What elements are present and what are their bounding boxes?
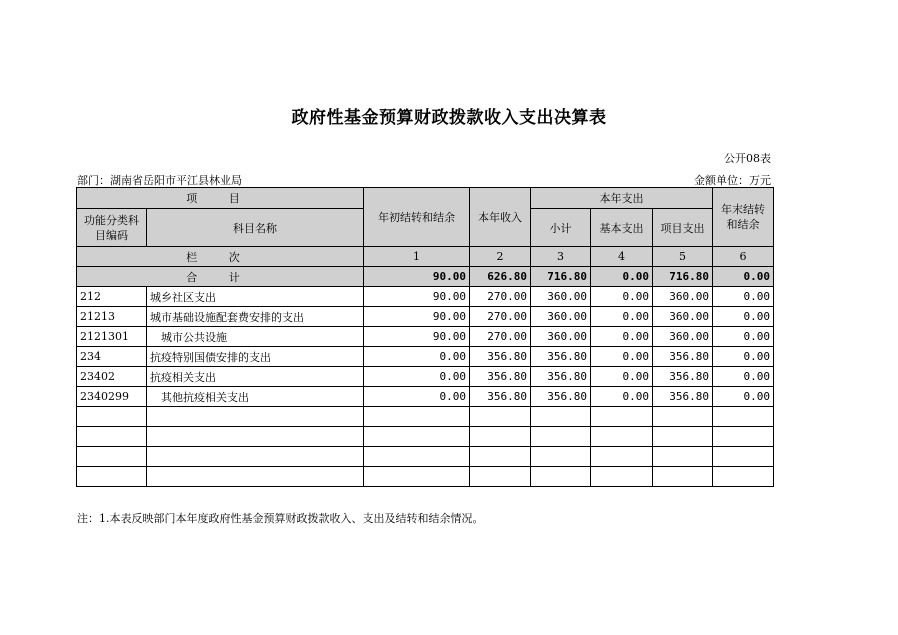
row-code: 21213 xyxy=(77,307,147,327)
empty-cell xyxy=(147,427,364,447)
empty-cell xyxy=(77,467,147,487)
column-number-label xyxy=(77,247,364,267)
table-row xyxy=(77,367,774,387)
empty-cell xyxy=(364,427,470,447)
empty-cell xyxy=(470,447,531,467)
empty-cell xyxy=(653,427,713,447)
total-subtotal: 716.80 xyxy=(531,267,591,287)
row-end: 0.00 xyxy=(713,307,774,327)
row-code: 23402 xyxy=(77,367,147,387)
amount-unit-label: 金额单位：万元 xyxy=(694,174,771,187)
row-begin: 90.00 xyxy=(364,307,470,327)
row-name: 其他抗疫相关支出 xyxy=(147,387,364,407)
row-project: 360.00 xyxy=(653,307,713,327)
empty-cell xyxy=(591,427,653,447)
row-begin: 90.00 xyxy=(364,327,470,347)
empty-cell xyxy=(713,427,774,447)
column-number-6: 6 xyxy=(713,247,774,267)
row-project: 356.80 xyxy=(653,387,713,407)
row-name: 城市公共设施 xyxy=(147,327,364,347)
empty-cell xyxy=(591,467,653,487)
header-item-label: 项 目 xyxy=(186,192,254,205)
table-row xyxy=(77,387,774,407)
empty-cell xyxy=(653,467,713,487)
row-end: 0.00 xyxy=(713,327,774,347)
column-number-1: 1 xyxy=(364,247,470,267)
empty-row xyxy=(77,427,774,447)
header-subtotal: 小计 xyxy=(531,209,591,247)
empty-cell xyxy=(147,447,364,467)
row-begin: 90.00 xyxy=(364,287,470,307)
header-end-balance: 年末结转和结余 xyxy=(713,188,774,247)
report-title: 政府性基金预算财政拨款收入支出决算表 xyxy=(291,108,607,128)
empty-cell xyxy=(147,467,364,487)
empty-cell xyxy=(591,407,653,427)
row-subtotal: 360.00 xyxy=(531,307,591,327)
row-name: 抗疫相关支出 xyxy=(147,367,364,387)
column-number-4: 4 xyxy=(591,247,653,267)
row-code: 212 xyxy=(77,287,147,307)
header-basic-exp: 基本支出 xyxy=(591,209,653,247)
empty-cell xyxy=(470,427,531,447)
budget-table xyxy=(76,187,774,487)
column-number-2: 2 xyxy=(470,247,531,267)
header-func-code: 功能分类科目编码 xyxy=(77,209,147,247)
empty-cell xyxy=(653,407,713,427)
row-end: 0.00 xyxy=(713,287,774,307)
row-subtotal: 356.80 xyxy=(531,367,591,387)
total-begin: 90.00 xyxy=(364,267,470,287)
empty-cell xyxy=(147,407,364,427)
row-basic: 0.00 xyxy=(591,307,653,327)
row-name: 城乡社区支出 xyxy=(147,287,364,307)
row-code: 2340299 xyxy=(77,387,147,407)
row-basic: 0.00 xyxy=(591,327,653,347)
row-begin: 0.00 xyxy=(364,347,470,367)
empty-cell xyxy=(713,447,774,467)
total-label xyxy=(77,267,364,287)
row-basic: 0.00 xyxy=(591,367,653,387)
row-basic: 0.00 xyxy=(591,287,653,307)
empty-cell xyxy=(531,427,591,447)
table-row xyxy=(77,307,774,327)
row-code: 234 xyxy=(77,347,147,367)
empty-cell xyxy=(77,427,147,447)
footnote: 注：1.本表反映部门本年度政府性基金预算财政拨款收入、支出及结转和结余情况。 xyxy=(77,512,484,525)
empty-row xyxy=(77,447,774,467)
empty-cell xyxy=(77,447,147,467)
empty-cell xyxy=(470,467,531,487)
row-begin: 0.00 xyxy=(364,387,470,407)
row-subtotal: 360.00 xyxy=(531,287,591,307)
total-end: 0.00 xyxy=(713,267,774,287)
row-end: 0.00 xyxy=(713,387,774,407)
empty-cell xyxy=(77,407,147,427)
row-project: 356.80 xyxy=(653,367,713,387)
header-project-exp: 项目支出 xyxy=(653,209,713,247)
total-project: 716.80 xyxy=(653,267,713,287)
empty-cell xyxy=(531,447,591,467)
table-row xyxy=(77,327,774,347)
row-project: 360.00 xyxy=(653,287,713,307)
row-basic: 0.00 xyxy=(591,347,653,367)
total-basic: 0.00 xyxy=(591,267,653,287)
row-end: 0.00 xyxy=(713,367,774,387)
empty-cell xyxy=(364,447,470,467)
empty-row xyxy=(77,407,774,427)
department-label: 部门：湖南省岳阳市平江县林业局 xyxy=(77,174,242,187)
empty-cell xyxy=(470,407,531,427)
total-row xyxy=(77,267,774,287)
header-row-1 xyxy=(77,188,774,209)
header-item xyxy=(77,188,364,209)
row-income: 356.80 xyxy=(470,367,531,387)
form-number: 公开08表 xyxy=(724,152,771,165)
row-income: 270.00 xyxy=(470,327,531,347)
total-label-text: 合 计 xyxy=(186,270,254,284)
header-expense-group: 本年支出 xyxy=(531,188,713,209)
row-income: 356.80 xyxy=(470,387,531,407)
total-income: 626.80 xyxy=(470,267,531,287)
column-number-5: 5 xyxy=(653,247,713,267)
table-row xyxy=(77,347,774,367)
table-row xyxy=(77,287,774,307)
row-begin: 0.00 xyxy=(364,367,470,387)
empty-cell xyxy=(653,447,713,467)
row-income: 270.00 xyxy=(470,287,531,307)
row-name: 城市基础设施配套费安排的支出 xyxy=(147,307,364,327)
row-income: 356.80 xyxy=(470,347,531,367)
row-subtotal: 356.80 xyxy=(531,387,591,407)
column-number-3: 3 xyxy=(531,247,591,267)
row-name: 抗疫特别国债安排的支出 xyxy=(147,347,364,367)
row-project: 360.00 xyxy=(653,327,713,347)
row-end: 0.00 xyxy=(713,347,774,367)
row-subtotal: 360.00 xyxy=(531,327,591,347)
empty-cell xyxy=(364,407,470,427)
header-subject-name: 科目名称 xyxy=(147,209,364,247)
row-project: 356.80 xyxy=(653,347,713,367)
header-income: 本年收入 xyxy=(470,188,531,247)
empty-row xyxy=(77,467,774,487)
empty-cell xyxy=(591,447,653,467)
row-code: 2121301 xyxy=(77,327,147,347)
empty-cell xyxy=(531,407,591,427)
row-basic: 0.00 xyxy=(591,387,653,407)
row-income: 270.00 xyxy=(470,307,531,327)
empty-cell xyxy=(364,467,470,487)
column-number-row xyxy=(77,247,774,267)
empty-cell xyxy=(713,467,774,487)
empty-cell xyxy=(713,407,774,427)
empty-cell xyxy=(531,467,591,487)
column-number-label-text: 栏 次 xyxy=(186,250,254,264)
header-begin-balance: 年初结转和结余 xyxy=(364,188,470,247)
row-subtotal: 356.80 xyxy=(531,347,591,367)
